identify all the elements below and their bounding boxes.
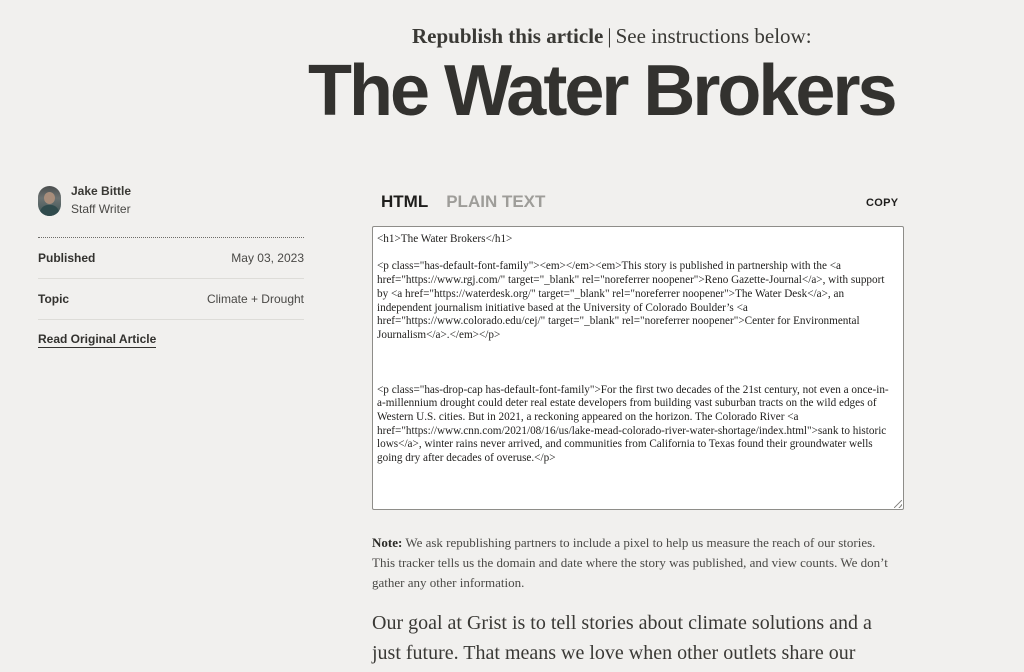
code-line-h1: <h1>The Water Brokers</h1>	[377, 233, 513, 245]
meta-row-published	[38, 238, 304, 279]
republish-header	[412, 24, 812, 49]
pixel-note	[372, 533, 892, 593]
article-meta	[38, 237, 304, 348]
goal-paragraph: Our goal at Grist is to tell stories about climate solutions and a just future. That means we love when other outlets share our	[372, 612, 872, 664]
format-tabs	[381, 192, 545, 212]
resize-handle-icon[interactable]	[894, 500, 902, 508]
page-title: The Water Brokers	[308, 51, 895, 131]
author-name[interactable]: Jake Bittle	[71, 184, 132, 198]
published-date: May 03, 2023	[231, 251, 304, 265]
code-paragraph-body: <p class="has-drop-cap has-default-font-family">For the first two decades of the 21st century, not even a once-in-a-millennium drought could deter real estate developers from building vast suburban tracts on the wild edges of Western U.S. cities. But in 2021, a reckoning appeared on the horizon. The Colorado River <a href="https://www.cnn.com/2021/08/16/us/lake-mead-colorado-river-water-shortage/index.html">sank to historic lows</a>, winter rains never arrived, and communities from California to Texas found their groundwater wells going dry after decades of overuse.</p>	[377, 383, 889, 465]
tab-plain-text[interactable]: PLAIN TEXT	[446, 192, 546, 211]
read-original-link[interactable]: Read Original Article	[38, 332, 157, 346]
published-label: Published	[38, 251, 96, 265]
tab-html[interactable]: HTML	[381, 192, 429, 211]
author-block	[38, 183, 131, 219]
meta-row-topic	[38, 279, 304, 320]
note-label: Note:	[372, 535, 403, 550]
html-code-textarea[interactable]	[372, 226, 904, 510]
code-paragraph-intro: <p class="has-default-font-family"><em></em><em>This story is published in partnership with the <a href="https://www.rgj.com/" target="_blank" rel="noreferrer noopener">Reno Gazette-Journal</a>, with support by <a href="https://waterdesk.org/" target="_blank" rel="noreferrer noopener">The Water Desk</a>, an independent journalism initiative based at the University of Colorado Boulder’s <a href="https://www.colorado.edu/cej/" target="_blank" rel="noreferrer noopener">Center for Environmental Journalism</a>.</em></p>	[377, 260, 885, 341]
header-separator: |	[607, 24, 612, 48]
note-text: We ask republishing partners to include a pixel to help us measure the reach of our stories. This tracker tells us the domain and date where the story was published, and view counts. We don’t gather any other information.	[372, 535, 888, 590]
copy-button[interactable]: COPY	[866, 197, 899, 209]
topic-value: Climate + Drought	[206, 292, 304, 306]
avatar	[38, 186, 61, 216]
instructions-text: See instructions below:	[615, 24, 812, 48]
author-role: Staff Writer	[71, 202, 131, 216]
topic-label: Topic	[38, 292, 70, 306]
republish-label: Republish this article	[412, 24, 604, 48]
